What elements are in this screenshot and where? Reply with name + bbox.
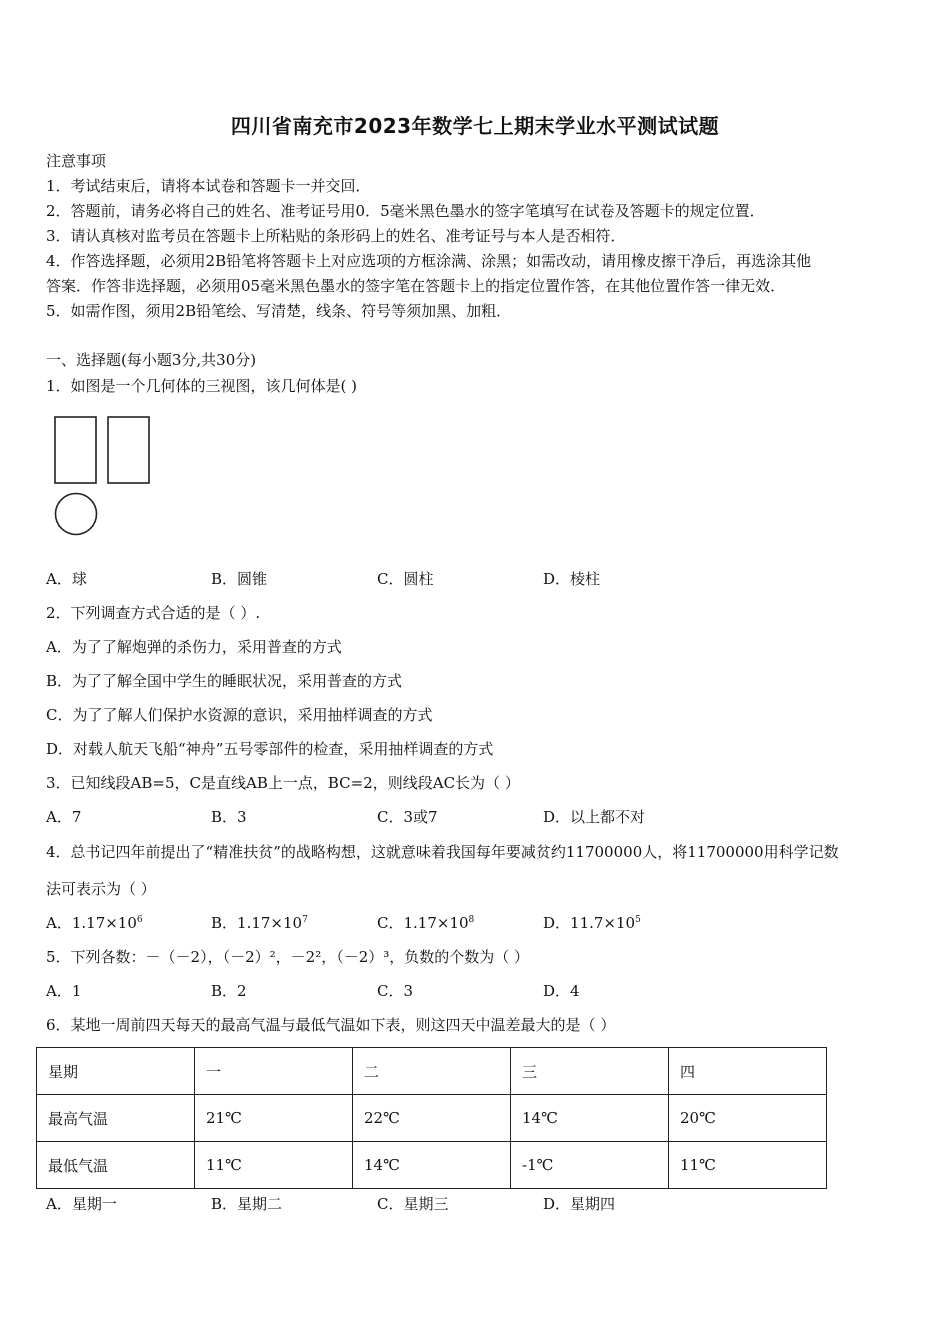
table-row: [37, 1048, 827, 1095]
table-cell: -1℃: [511, 1142, 669, 1189]
table-row: [37, 1095, 827, 1142]
q2-option-a[interactable]: A．为了了解炮弹的杀伤力，采用普查的方式: [46, 638, 342, 656]
q3-option-b[interactable]: B．3: [211, 808, 247, 826]
table-cell: 三: [511, 1048, 669, 1095]
q1-option-a[interactable]: A．球: [46, 570, 87, 588]
q3-options: [46, 807, 906, 827]
table-cell: 最低气温: [37, 1142, 195, 1189]
q3-option-a[interactable]: A．7: [46, 808, 82, 826]
q4-option-a-text: A．1.17×10: [46, 914, 137, 932]
section-heading: 一、选择题(每小题3分,共30分): [46, 351, 257, 369]
table-cell: 11℃: [195, 1142, 353, 1189]
q5-option-c[interactable]: C．3: [377, 982, 414, 1000]
q4-stem-line1: 4．总书记四年前提出了“精准扶贫”的战略构想，这就意味着我国每年要减贫约11700000人，将11700000用科学记数: [46, 843, 839, 861]
q6-stem: 6．某地一周前四天每天的最高气温与最低气温如下表，则这四天中温差最大的是（ ）: [46, 1016, 616, 1034]
q1-option-d[interactable]: D．棱柱: [543, 570, 601, 588]
q2-stem: 2．下列调查方式合适的是（ ）.: [46, 604, 261, 622]
q4-option-d[interactable]: [543, 913, 641, 933]
q3-option-d[interactable]: D．以上都不对: [543, 808, 646, 826]
q4-option-b-text: B．1.17×10: [211, 914, 303, 932]
table-cell: 一: [195, 1048, 353, 1095]
front-view-rect: [55, 417, 96, 483]
table-cell: 四: [669, 1048, 827, 1095]
q2-option-b[interactable]: B．为了了解全国中学生的睡眠状况，采用普查的方式: [46, 672, 403, 690]
top-view-circle: [56, 494, 97, 535]
q2-option-d[interactable]: D．对载人航天飞船“神舟”五号零部件的检查，采用抽样调查的方式: [46, 740, 494, 758]
notice-item-4: 4．作答选择题，必须用2B铅笔将答题卡上对应选项的方框涂满、涂黑；如需改动，请用橡皮擦干净后，再选涂其他: [46, 252, 812, 270]
table-cell: 20℃: [669, 1095, 827, 1142]
q3-stem: 3．已知线段AB=5，C是直线AB上一点，BC=2，则线段AC长为（ ）: [46, 774, 520, 792]
q4-stem-line2: 法可表示为（ ）: [46, 880, 156, 898]
q1-options: [46, 569, 906, 589]
table-cell: 星期: [37, 1048, 195, 1095]
q4-option-a[interactable]: [46, 913, 143, 933]
table-cell: 11℃: [669, 1142, 827, 1189]
table-cell: 22℃: [353, 1095, 511, 1142]
q1-option-b[interactable]: B．圆锥: [211, 570, 268, 588]
notice-item-4-cont: 答案．作答非选择题，必须用05毫米黑色墨水的签字笔在答题卡上的指定位置作答，在其他位置作答一律无效．: [46, 277, 786, 295]
table-row: [37, 1142, 827, 1189]
q5-options: [46, 981, 906, 1001]
q4-option-b-exp: 7: [302, 915, 308, 925]
q4-option-a-exp: 6: [136, 915, 143, 925]
q1-option-c[interactable]: C．圆柱: [377, 570, 434, 588]
q5-option-a[interactable]: A．1: [46, 982, 82, 1000]
q4-options: [46, 913, 906, 933]
q6-options: [46, 1194, 906, 1214]
notice-heading: 注意事项: [46, 152, 107, 170]
q4-option-b[interactable]: [211, 913, 308, 933]
q3-option-c[interactable]: C．3或7: [377, 808, 438, 826]
q6-option-a[interactable]: A．星期一: [46, 1195, 117, 1213]
q5-option-d[interactable]: D．4: [543, 982, 580, 1000]
q4-option-c-text: C．1.17×10: [377, 914, 469, 932]
q4-option-d-text: D．11.7×10: [543, 914, 636, 932]
table-cell: 21℃: [195, 1095, 353, 1142]
notice-item-2: 2．答题前，请务必将自己的姓名、准考证号用0．5毫米黑色墨水的签字笔填写在试卷及答题卡的规定位置．: [46, 202, 765, 220]
q4-option-c-exp: 8: [468, 915, 475, 925]
temperature-table: [36, 1047, 827, 1189]
q5-stem: 5．下列各数：－（－2），（－2）²，－2²，（－2）³，负数的个数为（ ）: [46, 948, 530, 966]
q6-option-c[interactable]: C．星期三: [377, 1195, 449, 1213]
q4-option-c[interactable]: [377, 913, 474, 933]
q4-option-d-exp: 5: [635, 915, 641, 925]
notice-item-3: 3．请认真核对监考员在答题卡上所粘贴的条形码上的姓名、准考证号与本人是否相符．: [46, 227, 626, 245]
notice-item-1: 1．考试结束后，请将本试卷和答题卡一并交回．: [46, 177, 371, 195]
page-title: 四川省南充市2023年数学七上期末学业水平测试试题: [230, 114, 720, 138]
q6-option-d[interactable]: D．星期四: [543, 1195, 616, 1213]
table-cell: 二: [353, 1048, 511, 1095]
table-cell: 最高气温: [37, 1095, 195, 1142]
q2-option-c[interactable]: C．为了了解人们保护水资源的意识，采用抽样调查的方式: [46, 706, 433, 724]
notice-item-5: 5．如需作图，须用2B铅笔绘、写清楚，线条、符号等须加黑、加粗．: [46, 302, 512, 320]
q1-stem: 1．如图是一个几何体的三视图，该几何体是( ): [46, 377, 358, 395]
table-cell: 14℃: [353, 1142, 511, 1189]
three-views-figure: [52, 412, 162, 538]
side-view-rect: [108, 417, 149, 483]
table-cell: 14℃: [511, 1095, 669, 1142]
q6-option-b[interactable]: B．星期二: [211, 1195, 283, 1213]
q5-option-b[interactable]: B．2: [211, 982, 247, 1000]
